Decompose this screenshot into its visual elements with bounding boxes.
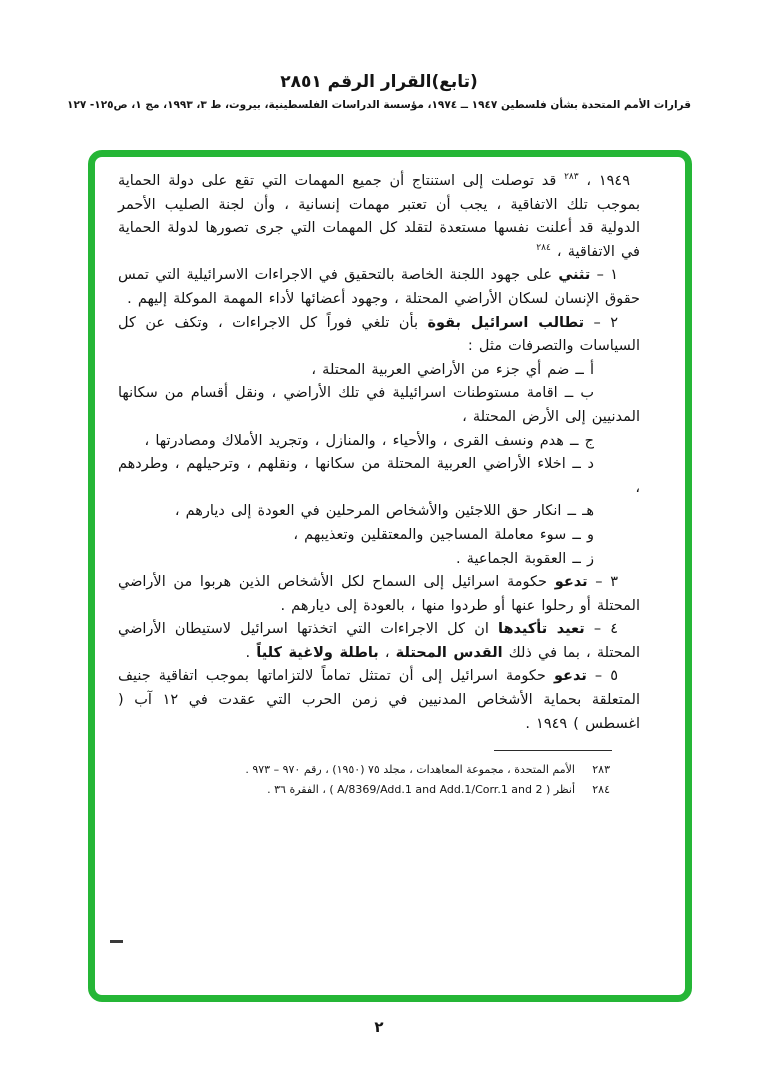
- frame-inner: [95, 157, 685, 800]
- sub-item: [118, 359, 640, 383]
- document-body: [118, 170, 640, 736]
- source-citation: قرارات الأمم المتحدة بشأن فلسطين ١٩٤٧ ــ ١٩٧٤، مؤسسة الدراسات الفلسطينية، بيروت، ط ٣، ١٩٩٣، مج ١، ص١٢٥- ١٢٧: [67, 99, 691, 111]
- body-text: حكومة اسرائيل إلى أن تمتثل تماماً لالتزاماتها بموجب اتفاقية جنيف المتعلقة بحماية الأشخاص المدنيين في زمن الحرب التي عقدت في ١٢ آب ( اغسطس ) ١٩٤٩ .: [118, 668, 640, 732]
- footnote-number: ٢٨٤: [592, 783, 610, 797]
- body-text: أ ــ ضم أي جزء من الأراضي العربية المحتلة ،: [311, 361, 594, 378]
- sub-item: [118, 430, 640, 454]
- sub-item: [118, 548, 640, 572]
- numbered-item: [118, 264, 640, 311]
- body-text: ان كل الاجراءات التي اتخذتها اسرائيل لاستيطان الأراضي المحتلة ، بما في ذلك: [118, 621, 640, 661]
- emphasized-text: تطالب اسرائيل بقوة: [427, 314, 585, 331]
- body-text: ٣ –: [587, 574, 619, 591]
- body-text: حكومة اسرائيل إلى السماح لكل الأشخاص الذين هربوا من الأراضي المحتلة أو رحلوا عنها أو طردوا منها ، بالعودة إلى ديارهم .: [118, 574, 640, 614]
- numbered-item: [118, 665, 640, 736]
- body-text: و ــ سوء معاملة المساجين والمعتقلين وتعذيبهم ،: [293, 526, 594, 543]
- numbered-item: [118, 571, 640, 618]
- body-text: بأن تلغي فوراً كل الاجراءات ، وتكف عن كل السياسات والتصرفات مثل :: [118, 314, 640, 355]
- body-text: د ــ اخلاء الأراضي العربية المحتلة من سكانها ، ونقلهم ، وترحيلهم ، وطردهم ،: [118, 456, 640, 496]
- page-number: ٢: [374, 1018, 384, 1036]
- footnote: [118, 760, 610, 780]
- body-text: قد توصلت إلى استنتاج أن جميع المهمات التي تقع على دولة الحماية بموجب تلك الاتفاقية ، يجب أن تعتبر مهمات إنسانية ، وأن لجنة الصليب الأحمر الدولية قد أعلنت نفسها مستعدة لتقلد كل المهمات التي جرى تصورها لدولة الحماية في الاتفاقية ،: [118, 173, 640, 260]
- footnotes: [118, 760, 610, 800]
- footnote-reference: ٢٨٤: [536, 242, 551, 253]
- body-text: على جهود اللجنة الخاصة بالتحقيق في الاجراءات الاسرائيلية التي تمس حقوق الإنسان لسكان الأراضي المحتلة ، وجهود أعضائها لأداء المهمة الموكلة إليهم .: [118, 267, 640, 307]
- emphasized-text: تعيد تأكيدها: [498, 621, 585, 638]
- body-text: ١٩٤٩ ،: [578, 173, 630, 189]
- body-text: ،: [378, 644, 396, 661]
- resolution-title: (تابع)القرار الرقم ٢٨٥١: [280, 72, 478, 92]
- body-text: .: [245, 644, 257, 661]
- footnote: [118, 780, 610, 800]
- numbered-item: [118, 312, 640, 359]
- body-text: هـ ــ انكار حق اللاجئين والأشخاص المرحلين في العودة إلى ديارهم ،: [174, 503, 594, 520]
- body-text: ٤ –: [584, 621, 619, 638]
- page-header: [0, 72, 758, 111]
- emphasized-text: القدس المحتلة: [395, 644, 503, 661]
- green-border-frame: [88, 150, 692, 1002]
- body-text: ز ــ العقوبة الجماعية .: [455, 550, 594, 567]
- footnote-reference: ٢٨٣: [564, 172, 579, 182]
- body-text: ١ –: [590, 267, 618, 284]
- sub-item: [118, 382, 640, 429]
- footnote-number: ٢٨٣: [592, 763, 610, 777]
- sub-item: [118, 500, 640, 524]
- emphasized-text: تدعو: [553, 668, 587, 685]
- body-text: ٢ –: [584, 314, 619, 331]
- numbered-item: [118, 618, 640, 665]
- emphasized-text: تثني: [558, 267, 591, 284]
- body-text: ج ــ هدم ونسف القرى ، والأحياء ، والمنازل ، وتجريد الأملاك ومصادرتها ،: [144, 432, 594, 449]
- stray-mark: [110, 940, 123, 943]
- sub-item: [118, 524, 640, 548]
- body-text: ٥ –: [586, 668, 618, 685]
- footnote-text: الأمم المتحدة ، مجموعة المعاهدات ، مجلد ٧٥ (١٩٥٠) ، رقم ٩٧٠ – ٩٧٣ .: [245, 763, 575, 777]
- emphasized-text: باطلة ولاغية كلياً: [256, 644, 379, 661]
- body-text: ب ــ اقامة مستوطنات اسرائيلية في تلك الأراضي ، ونقل أقسام من سكانها المدنيين إلى الأرض المحتلة ،: [118, 385, 640, 425]
- footnote-separator: [494, 750, 612, 751]
- emphasized-text: تدعو: [554, 574, 588, 591]
- footnote-text: أنظر ( A/8369/Add.1 and Add.1/Corr.1 and 2 ) ، الفقرة ٣٦ .: [267, 783, 575, 797]
- intro-paragraph: [118, 170, 640, 264]
- sub-item: [118, 453, 640, 500]
